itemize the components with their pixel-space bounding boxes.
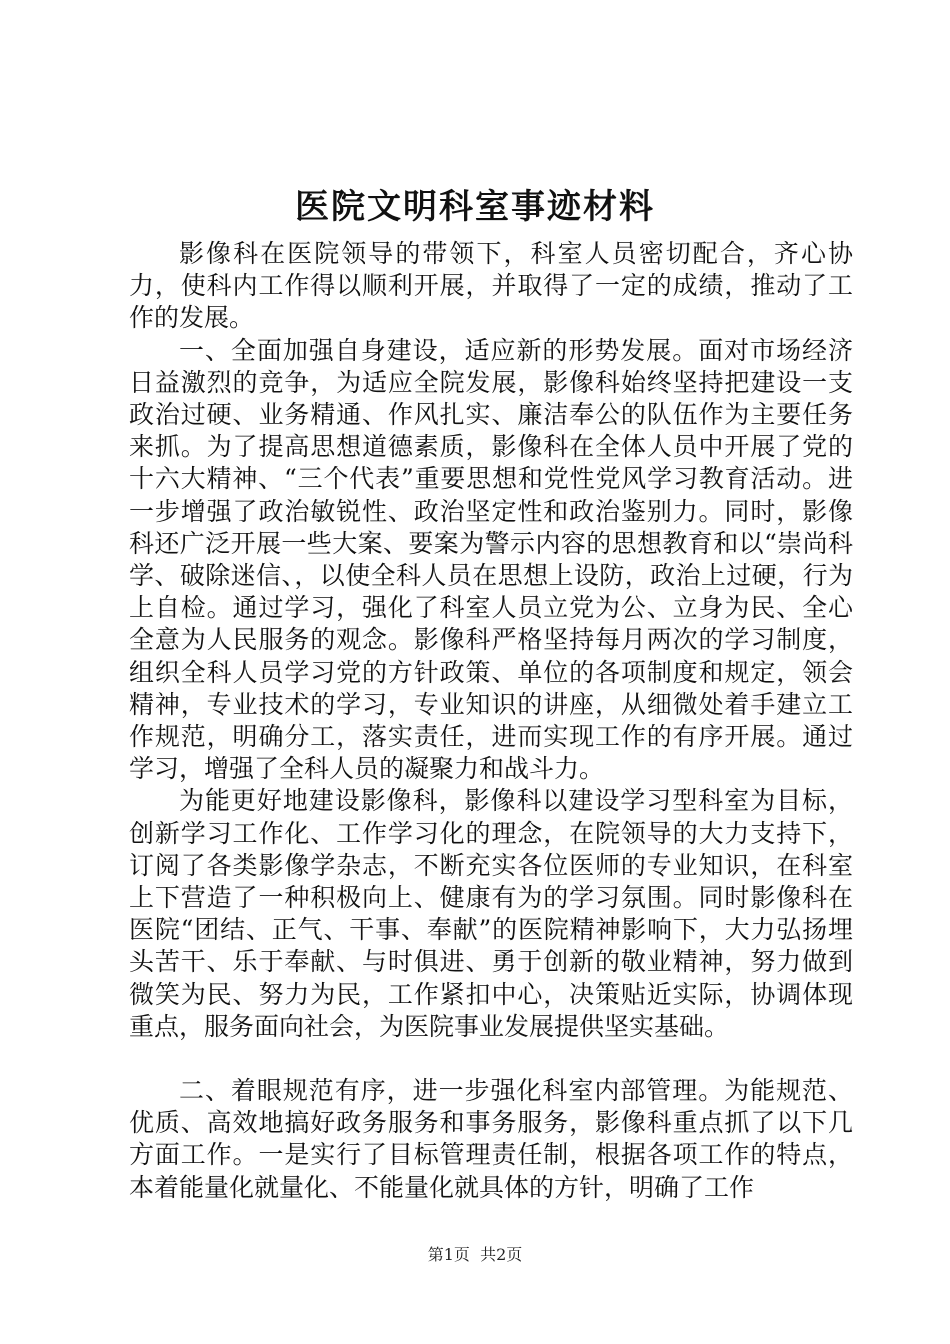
- document-body: [129, 238, 853, 1204]
- paragraph-intro: 影像科在医院领导的带领下，科室人员密切配合，齐心协力，使科内工作得以顺利开展，并取得了一定的成绩，推动了工作的发展。: [129, 239, 853, 333]
- paragraph-learning: 为能更好地建设影像科，影像科以建设学习型科室为目标，创新学习工作化、工作学习化的理念，在院领导的大力支持下，订阅了各类影像学杂志，不断充实各位医师的专业知识，在科室上下营造了一种积极向上、健康有为的学习氛围。同时影像科在医院“团结、正气、干事、奉献”的医院精神影响下，大力弘扬埋头苦干、乐于奉献、与时俱进、勇于创新的敬业精神，努力做到微笑为民、努力为民，工作紧扣中心，决策贴近实际，协调体现重点，服务面向社会，为医院事业发展提供坚实基础。: [129, 786, 853, 1041]
- document-title: 医院文明科室事迹材料: [295, 187, 655, 227]
- paragraph-gap: [129, 1043, 853, 1075]
- paragraph-section-two: 二、着眼规范有序，进一步强化科室内部管理。为能规范、优质、高效地搞好政务服务和事务服务，影像科重点抓了以下几方面工作。一是实行了目标管理责任制，根据各项工作的特点，本着能量化就量化、不能量化就具体的方针，明确了工作: [129, 1076, 853, 1202]
- paragraph-section-one: 一、全面加强自身建设，适应新的形势发展。面对市场经济日益激烈的竞争，为适应全院发展，影像科始终坚持把建设一支政治过硬、业务精通、作风扎实、廉洁奉公的队伍作为主要任务来抓。为了提高思想道德素质，影像科在全体人员中开展了党的十六大精神、“三个代表”重要思想和党性党风学习教育活动。进一步增强了政治敏锐性、政治坚定性和政治鉴别力。同时，影像科还广泛开展一些大案、要案为警示内容的思想教育和以“崇尚科学、破除迷信、，以使全科人员在思想上设防，政治上过硬，行为上自检。通过学习，强化了科室人员立党为公、立身为民、全心全意为人民服务的观念。影像科严格坚持每月两次的学习制度，组织全科人员学习党的方针政策、单位的各项制度和规定，领会精神，专业技术的学习，专业知识的讲座，从细微处着手建立工作规范，明确分工，落实责任，进而实现工作的有序开展。通过学习，增强了全科人员的凝聚力和战斗力。: [129, 335, 853, 784]
- page-footer: 第1页 共2页: [427, 1245, 523, 1264]
